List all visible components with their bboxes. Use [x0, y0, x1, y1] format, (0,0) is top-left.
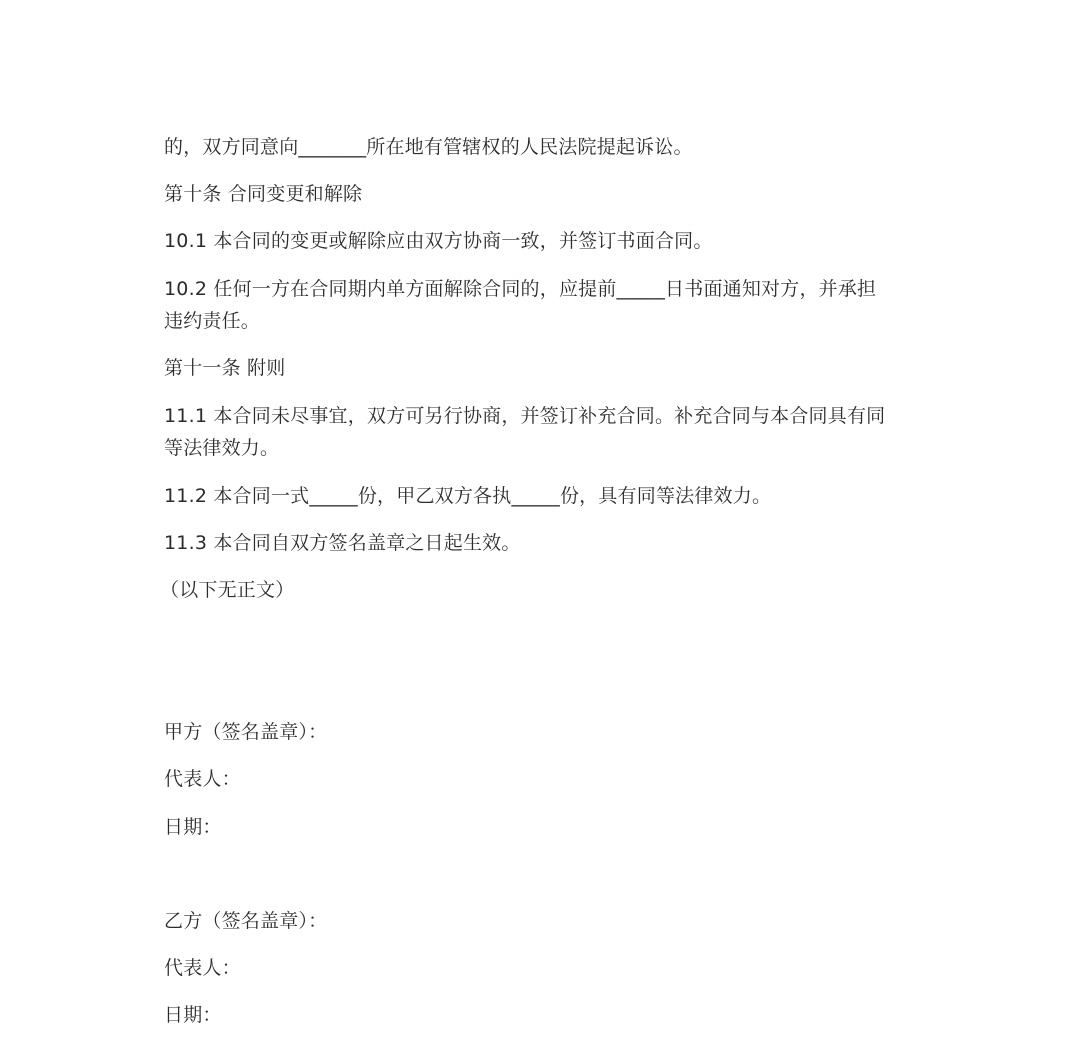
party-a-representative-label: 代表人：: [164, 768, 241, 790]
party-b-representative-label: 代表人：: [164, 957, 241, 979]
party-a-date-label: 日期：: [164, 816, 222, 838]
party-a-signature-label: 甲方（签名盖章）：: [164, 721, 328, 743]
clause-11-1-line-1: 11.1 本合同未尽事宜，双方可另行协商，并签订补充合同。补充合同与本合同具有同: [164, 405, 886, 427]
clause-11-2: 11.2 本合同一式_____份，甲乙双方各执_____份，具有同等法律效力。: [164, 485, 772, 507]
clause-10-1: 10.1 本合同的变更或解除应由双方协商一致，并签订书面合同。: [164, 230, 713, 252]
article-10-heading: 第十条 合同变更和解除: [164, 183, 363, 205]
party-b-signature-label: 乙方（签名盖章）：: [164, 910, 328, 932]
clause-10-2-line-1: 10.2 任何一方在合同期内单方面解除合同的，应提前_____日书面通知对方，并承担: [164, 278, 877, 300]
party-b-date-label: 日期：: [164, 1004, 222, 1026]
clause-11-3: 11.3 本合同自双方签名盖章之日起生效。: [164, 532, 521, 554]
clause-11-1-line-2: 等法律效力。: [164, 437, 280, 459]
clause-10-2-line-2: 违约责任。: [164, 310, 261, 332]
clause-9-tail-line: 的，双方同意向_______所在地有管辖权的人民法院提起诉讼。: [164, 136, 693, 158]
article-11-heading: 第十一条 附则: [164, 357, 286, 379]
end-of-text-note: （以下无正文）: [160, 579, 295, 601]
